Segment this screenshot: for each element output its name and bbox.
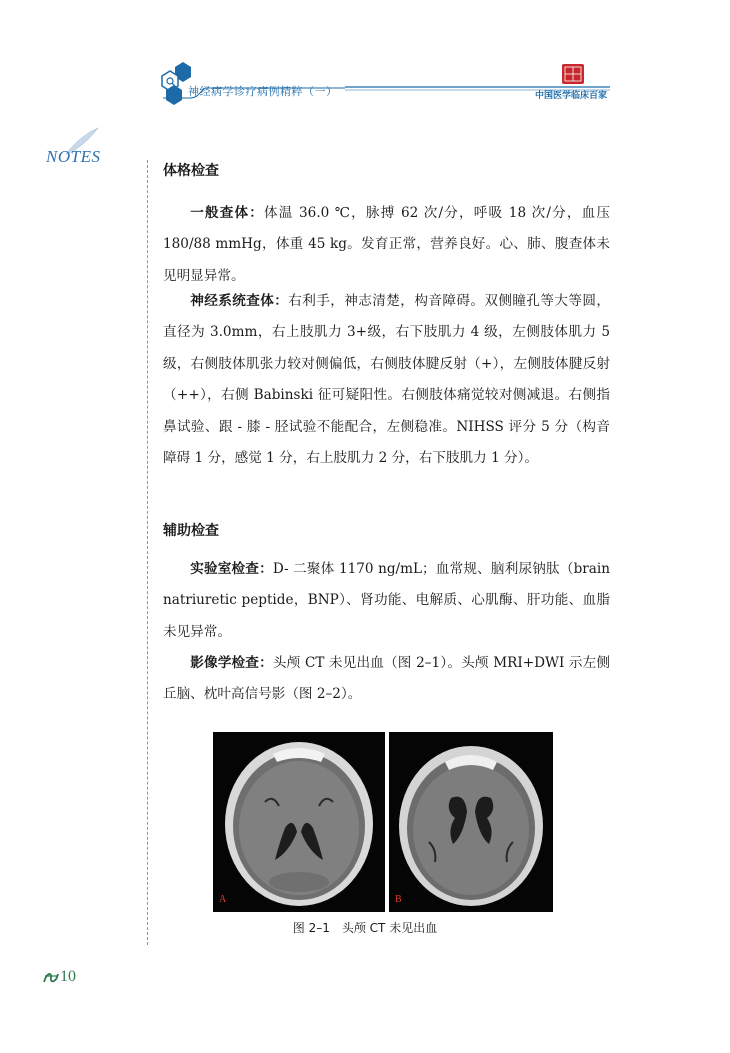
notes-label: NOTES (46, 147, 101, 166)
page-number: 10 (60, 968, 76, 985)
neuro-exam-lead: 神经系统查体： (190, 293, 289, 309)
series-name: 中国医学临床百家 (535, 91, 608, 101)
hexagon-logo-icon (162, 62, 191, 105)
publisher-seal-icon (562, 64, 584, 84)
paragraph-general-exam (163, 198, 610, 292)
margin-divider (147, 160, 148, 945)
page-header (0, 0, 730, 120)
figure-caption: 图 2–1 头颅 CT 未见出血 (292, 921, 438, 935)
panel-label-a: A (219, 894, 227, 905)
imaging-exam-text: 头颅 CT 未见出血（图 2–1）。头颅 MRI+DWI 示左侧丘脑、枕叶高信号影（图 2–2）。 (163, 655, 611, 703)
paragraph-neuro-exam (163, 286, 610, 474)
ct-scan-panel-b (389, 732, 553, 912)
ct-scan-panel-a (213, 732, 385, 912)
ct-brain-image-a (213, 732, 385, 912)
general-exam-lead: 一般查体： (190, 205, 265, 221)
lab-exam-text: D- 二聚体 1170 ng/mL；血常规、脑利尿钠肽（brain natriuretic peptide，BNP）、肾功能、电解质、心肌酶、肝功能、血脂未见异常。 (163, 561, 611, 640)
lab-exam-lead: 实验室检查： (190, 561, 273, 577)
imaging-exam-lead: 影像学检查： (190, 655, 273, 671)
general-exam-text: 体温 36.0 ℃，脉搏 62 次/分，呼吸 18 次/分，血压 180/88 mmHg，体重 45 kg。发育正常，营养良好。心、肺、腹查体未见明显异常。 (163, 205, 611, 284)
paragraph-imaging-exam (163, 648, 610, 711)
book-title: 神经病学诊疗病例精粹（一） (188, 85, 338, 98)
section-auxiliary-exam-title: 辅助检查 (163, 523, 219, 539)
ct-figure (213, 732, 553, 912)
header-decoration (0, 0, 730, 120)
page-ornament-icon (42, 970, 60, 986)
neuro-exam-text: 右利手，神志清楚，构音障碍。双侧瞳孔等大等圆，直径为 3.0mm，右上肢肌力 3+级，右下肢肌力 4 级，左侧肢体肌力 5 级，右侧肢体肌张力较对侧偏低，右侧肢体腱反射（+），左侧肢体腱反射（++），右侧 Babinski 征可疑阳性。右侧肢体痛觉较对侧减退。右侧指鼻试验、跟 - 膝 - 胫试验不能配合，左侧稳准。NIHSS 评分 5 分（构音障碍 1 分，感觉 1 分，右上肢肌力 2 分，右下肢肌力 1 分）。 (163, 293, 611, 467)
panel-label-b: B (395, 894, 402, 905)
ct-brain-image-b (389, 732, 553, 912)
paragraph-lab-exam (163, 554, 610, 648)
section-physical-exam-title: 体格检查 (163, 163, 219, 179)
